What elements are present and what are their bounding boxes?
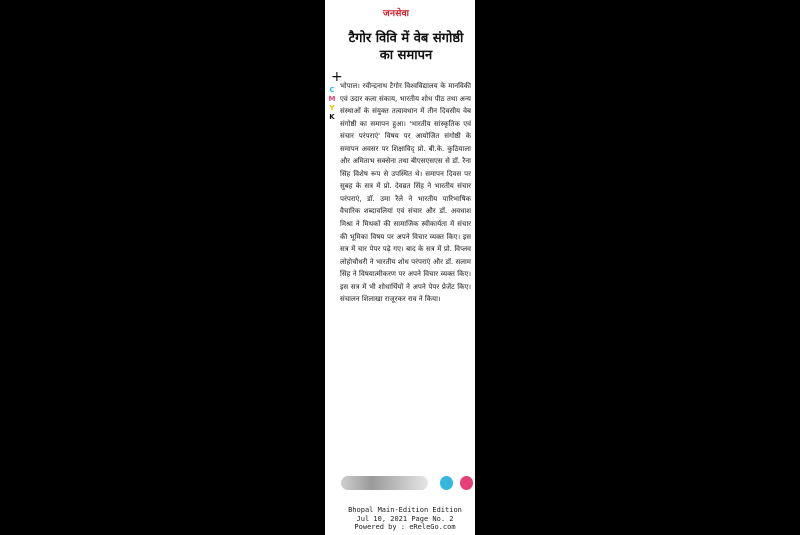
article-body: भोपाल। रवीन्द्रनाथ टैगोर विश्वविद्यालय के मानविकी एवं उदार कला संकाय, भारतीय शोध पीठ तथा अन्य संस्थाओं के संयुक्त तत्वावधान में तीन दिवसीय वेब संगोष्ठी का समापन हुआ। 'भारतीय सांस्कृतिक एवं संचार परंपराएं' विषय पर आयोजित संगोष्ठी के समापन अवसर पर शिक्षाविद् प्रो. बी.के. कुठियाला और अमिताभ सक्सेना तथा बीएसएसएस से डॉ. रैना सिंह विशेष रूप से उपस्थित थे। समापन दिवस पर सुबह के सत्र में प्रो. देवव्रत सिंह ने भारतीय संचार परंपराएं, डॉ. उमा रैले ने भारतीय पारिभाषिक वैचारिक शब्दावलियां एवं संचार और डॉ. अवधाश मिश्रा ने मिथकों की सामाजिक स्वीकार्यता में संचार की भूमिका विषय पर अपने विचार व्यक्त किए। इस सत्र में चार पेपर पढ़े गए। बाद के सत्र में प्रो. विप्लव लोहोचौधरी ने भारतीय शोध परंपराएं और डॉ. सलाम सिंह ने विषयात्मीकरण पर अपने विचार व्यक्त किए। इस सत्र में भी शोधार्थियों ने अपने पेपर प्रेजेंट किए। संचालन शिलाखा राजूरकर राव ने किया। bbox=[340, 82, 471, 304]
edition-footer bbox=[337, 506, 473, 532]
powered-by-link[interactable]: Powered by : eReleGo.com bbox=[354, 523, 456, 531]
edition-date-page: Jul 10, 2021 Page No. 2 bbox=[356, 514, 454, 523]
cyan-swatch bbox=[440, 476, 453, 490]
gray-tone-swatch bbox=[341, 476, 428, 490]
magenta-swatch bbox=[460, 476, 473, 490]
newspaper-masthead: जनसेवा bbox=[383, 9, 410, 19]
registration-mark-icon: + bbox=[331, 69, 343, 85]
cmyk-m-label: M bbox=[328, 95, 336, 103]
article-headline: टैगोर विवि में वेब संगोष्ठी का समापन bbox=[348, 31, 464, 63]
edition-name: Bhopal Main-Edition Edition bbox=[348, 506, 462, 514]
cmyk-color-bar bbox=[328, 86, 336, 122]
cmyk-k-label: K bbox=[329, 113, 335, 121]
cmyk-y-label: Y bbox=[329, 104, 335, 112]
cmyk-c-label: C bbox=[329, 86, 335, 94]
newspaper-clipping bbox=[325, 0, 475, 535]
